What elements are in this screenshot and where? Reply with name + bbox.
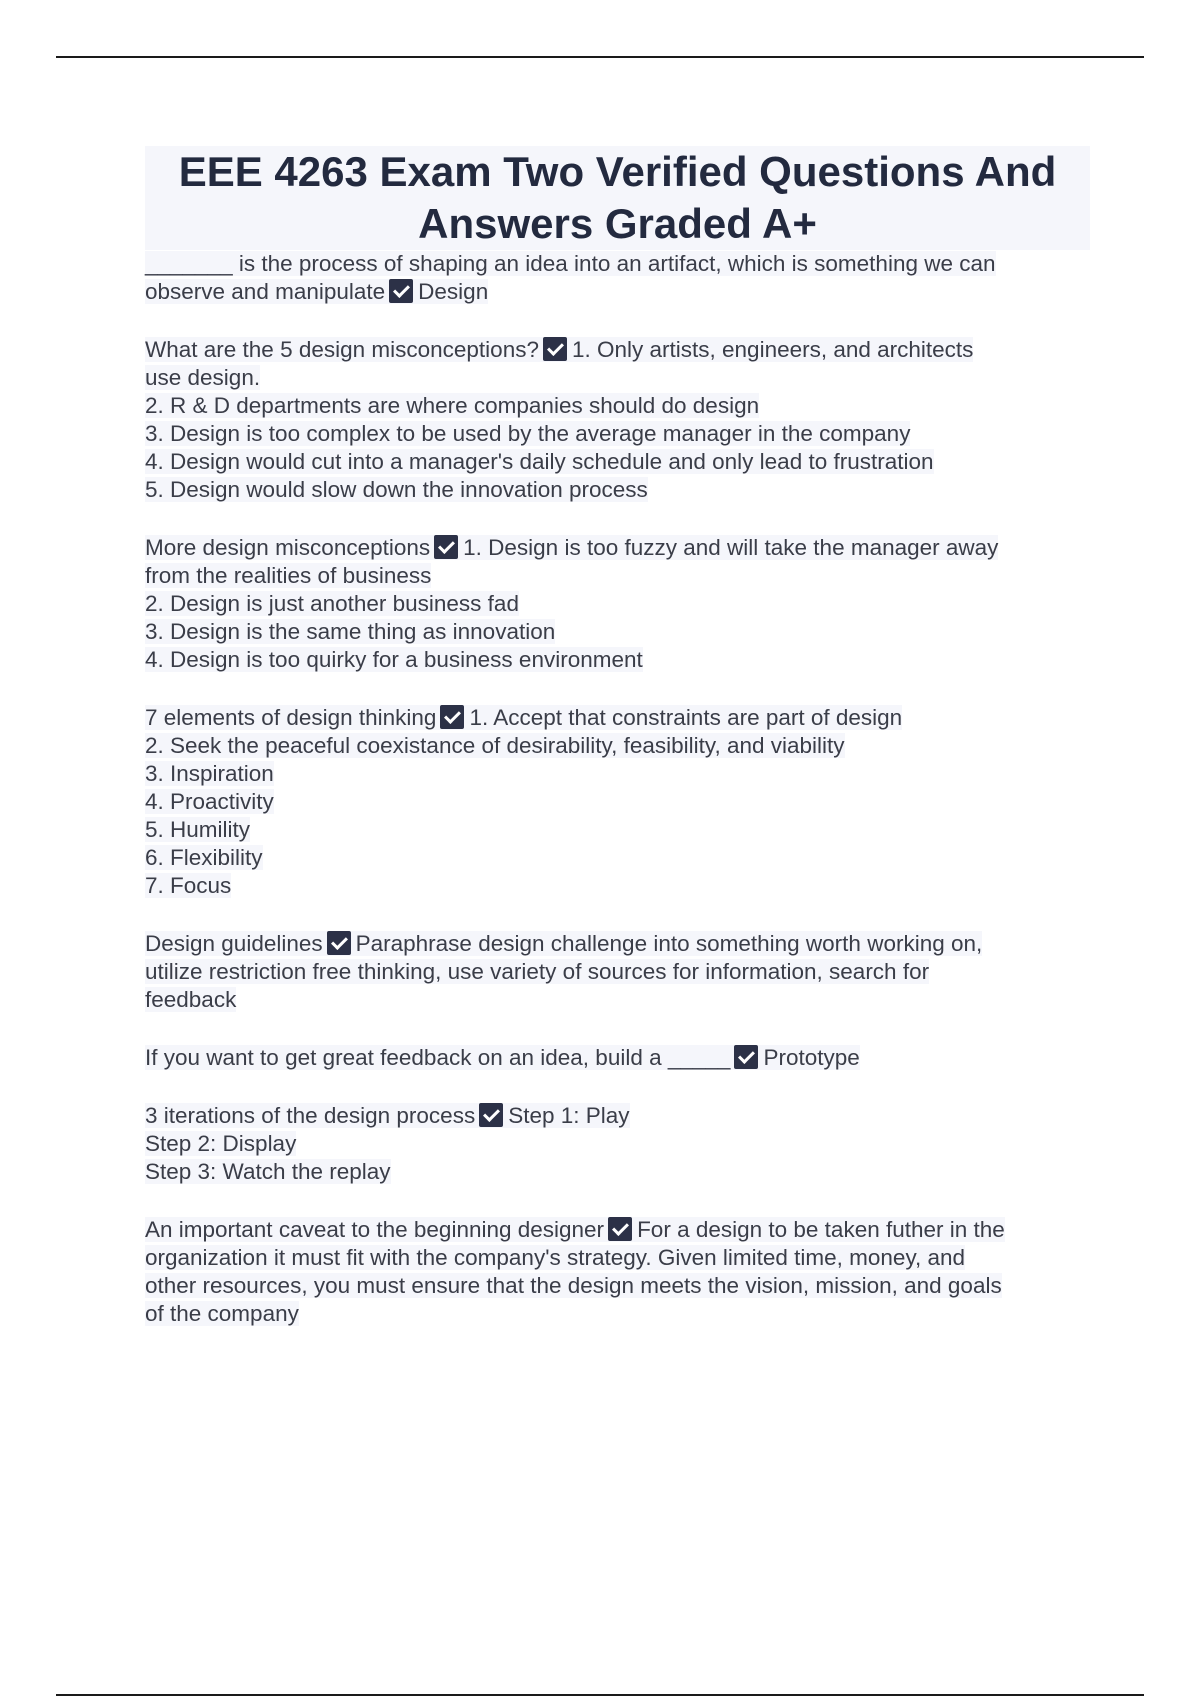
- qa-line: [145, 646, 1090, 674]
- question-text: 7 elements of design thinking: [145, 705, 437, 730]
- qa-line-highlight: [145, 873, 231, 898]
- answer-text: Step 2: Display: [145, 1131, 297, 1156]
- qa-line-highlight: [145, 959, 929, 984]
- qa-line: [145, 420, 1090, 448]
- qa-line-highlight: [145, 1159, 391, 1184]
- answer-text: 2. Seek the peaceful coexistance of desirability, feasibility, and viability: [145, 733, 845, 758]
- qa-line-highlight: [145, 279, 488, 304]
- answer-text: Step 3: Watch the replay: [145, 1159, 391, 1184]
- qa-line: [145, 618, 1090, 646]
- qa-line: [145, 958, 1090, 986]
- answer-text: 3. Inspiration: [145, 761, 274, 786]
- qa-item: [145, 1102, 1090, 1186]
- qa-item: [145, 250, 1090, 306]
- qa-line-highlight: [145, 591, 519, 616]
- checkmark-icon: [734, 1045, 758, 1069]
- qa-line-highlight: [145, 647, 643, 672]
- qa-line-highlight: [145, 393, 759, 418]
- answer-text: Step 1: Play: [508, 1103, 630, 1128]
- answer-text: of the company: [145, 1301, 299, 1326]
- answer-text: Paraphrase design challenge into something worth working on,: [355, 931, 983, 956]
- question-text: What are the 5 design misconceptions?: [145, 337, 539, 362]
- qa-item: [145, 930, 1090, 1014]
- qa-line: [145, 476, 1090, 504]
- qa-line-highlight: [145, 733, 845, 758]
- question-text: observe and manipulate: [145, 279, 386, 304]
- answer-text: _______ is the process of shaping an idea into an artifact, which is something we can: [145, 251, 996, 276]
- qa-line: [145, 1102, 1090, 1130]
- answer-text: feedback: [145, 987, 237, 1012]
- checkmark-icon: [389, 279, 413, 303]
- answer-text: 6. Flexibility: [145, 845, 263, 870]
- answer-text: 5. Humility: [145, 817, 251, 842]
- qa-line: [145, 1300, 1090, 1328]
- question-text: If you want to get great feedback on an idea, build a _____: [145, 1045, 731, 1070]
- qa-line-highlight: [145, 1103, 630, 1128]
- answer-text: 4. Proactivity: [145, 789, 274, 814]
- qa-line-highlight: [145, 619, 555, 644]
- qa-line: [145, 1158, 1090, 1186]
- answer-text: utilize restriction free thinking, use variety of sources for information, search for: [145, 959, 930, 984]
- question-text: Design guidelines: [145, 931, 323, 956]
- qa-line: [145, 562, 1090, 590]
- answer-text: 1. Only artists, engineers, and architects: [571, 337, 974, 362]
- qa-item: [145, 336, 1090, 504]
- qa-line: [145, 986, 1090, 1014]
- qa-line-highlight: [145, 477, 648, 502]
- question-text: 3 iterations of the design process: [145, 1103, 476, 1128]
- qa-line: [145, 448, 1090, 476]
- question-text: An important caveat to the beginning designer: [145, 1217, 605, 1242]
- checkmark-icon: [327, 931, 351, 955]
- answer-text: 2. Design is just another business fad: [145, 591, 519, 616]
- qa-line: [145, 336, 1090, 364]
- qa-line: [145, 1272, 1090, 1300]
- bottom-rule: [56, 1694, 1144, 1696]
- answer-text: 7. Focus: [145, 873, 232, 898]
- question-text: More design misconceptions: [145, 535, 431, 560]
- qa-line: [145, 534, 1090, 562]
- qa-item: [145, 1044, 1090, 1072]
- qa-line-highlight: [145, 251, 996, 276]
- qa-line: [145, 930, 1090, 958]
- qa-line-highlight: [145, 761, 274, 786]
- checkmark-icon: [479, 1103, 503, 1127]
- qa-line-highlight: [145, 337, 973, 362]
- checkmark-icon: [608, 1217, 632, 1241]
- qa-item: [145, 704, 1090, 900]
- answer-text: 4. Design would cut into a manager's daily schedule and only lead to frustration: [145, 449, 934, 474]
- answer-text: use design.: [145, 365, 261, 390]
- title-line-2: Answers Graded A+: [418, 200, 817, 247]
- answer-text: other resources, you must ensure that the design meets the vision, mission, and goals: [145, 1273, 1002, 1298]
- qa-line-highlight: [145, 1131, 296, 1156]
- qa-line: [145, 872, 1090, 900]
- answer-text: from the realities of business: [145, 563, 432, 588]
- qa-line: [145, 1216, 1090, 1244]
- qa-line-highlight: [145, 845, 263, 870]
- answer-text: 4. Design is too quirky for a business environment: [145, 647, 643, 672]
- answer-text: 1. Accept that constraints are part of design: [469, 705, 903, 730]
- answer-text: For a design to be taken futher in the: [637, 1217, 1005, 1242]
- qa-line: [145, 1044, 1090, 1072]
- qa-line-highlight: [145, 535, 998, 560]
- qa-line: [145, 788, 1090, 816]
- answer-text: 2. R & D departments are where companies should do design: [145, 393, 760, 418]
- qa-list: [145, 250, 1090, 1328]
- answer-text: 5. Design would slow down the innovation process: [145, 477, 648, 502]
- qa-line-highlight: [145, 1245, 965, 1270]
- checkmark-icon: [543, 337, 567, 361]
- qa-line-highlight: [145, 563, 431, 588]
- qa-line-highlight: [145, 1217, 1005, 1242]
- qa-line-highlight: [145, 1045, 860, 1070]
- qa-line-highlight: [145, 421, 910, 446]
- answer-text: 1. Design is too fuzzy and will take the manager away: [463, 535, 999, 560]
- qa-line-highlight: [145, 987, 236, 1012]
- checkmark-icon: [440, 705, 464, 729]
- qa-line: [145, 278, 1090, 306]
- qa-line: [145, 250, 1090, 278]
- document-body: [145, 146, 1090, 1358]
- answer-text: Prototype: [763, 1045, 860, 1070]
- qa-line-highlight: [145, 705, 902, 730]
- checkmark-icon: [434, 535, 458, 559]
- qa-line-highlight: [145, 449, 934, 474]
- qa-line-highlight: [145, 817, 250, 842]
- qa-item: [145, 1216, 1090, 1328]
- qa-item: [145, 534, 1090, 674]
- qa-line: [145, 732, 1090, 760]
- answer-text: organization it must fit with the company's strategy. Given limited time, money, and: [145, 1245, 966, 1270]
- qa-line-highlight: [145, 365, 260, 390]
- answer-text: 3. Design is the same thing as innovation: [145, 619, 556, 644]
- qa-line: [145, 760, 1090, 788]
- qa-line: [145, 590, 1090, 618]
- qa-line: [145, 392, 1090, 420]
- qa-line: [145, 364, 1090, 392]
- qa-line: [145, 1130, 1090, 1158]
- qa-line-highlight: [145, 789, 274, 814]
- qa-line: [145, 1244, 1090, 1272]
- qa-line-highlight: [145, 931, 982, 956]
- qa-line-highlight: [145, 1273, 1002, 1298]
- qa-line-highlight: [145, 1301, 299, 1326]
- qa-line: [145, 844, 1090, 872]
- top-rule: [56, 56, 1144, 58]
- answer-text: 3. Design is too complex to be used by the average manager in the company: [145, 421, 911, 446]
- document-title: [145, 146, 1090, 250]
- answer-text: Design: [418, 279, 489, 304]
- qa-line: [145, 704, 1090, 732]
- title-line-1: EEE 4263 Exam Two Verified Questions And: [178, 148, 1057, 195]
- qa-line: [145, 816, 1090, 844]
